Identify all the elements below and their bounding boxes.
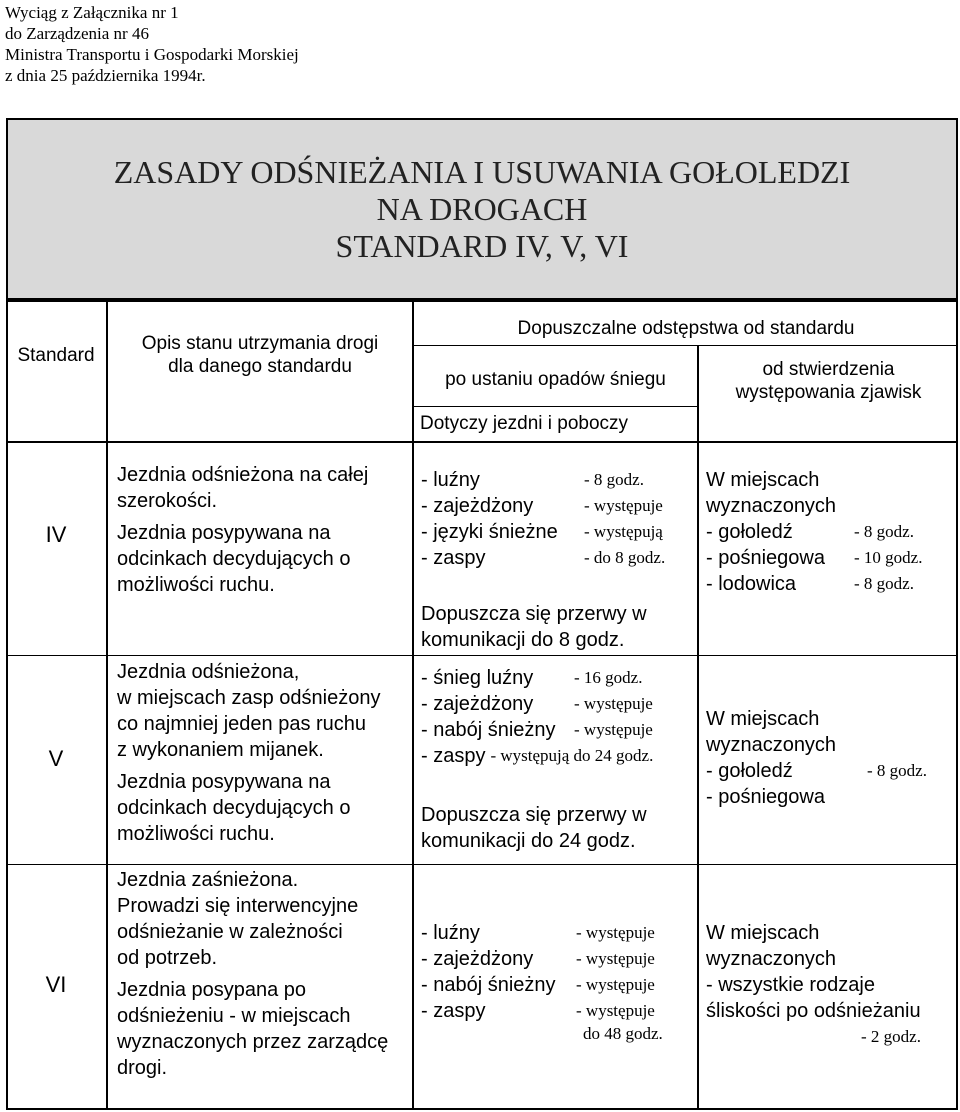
divider bbox=[413, 345, 958, 346]
snow-item bbox=[421, 467, 665, 493]
description-line: odcinkach decydujących o bbox=[117, 797, 351, 819]
snow-item-value: - występuje bbox=[576, 975, 655, 994]
phenomena-item-label: - pośniegowa bbox=[706, 786, 825, 808]
phenomena-item-label: - gołoledź bbox=[706, 760, 793, 782]
description-line: Jezdnia odśnieżona na całej bbox=[117, 464, 369, 486]
snow-items bbox=[421, 665, 653, 769]
snow-note-line: komunikacji do 8 godz. bbox=[421, 629, 625, 651]
phenomena-item bbox=[706, 519, 922, 545]
snow-item-value: - występuje bbox=[584, 496, 663, 515]
description-line: szerokości. bbox=[117, 490, 218, 512]
divider bbox=[106, 300, 108, 1110]
snow-note-line: Dopuszcza się przerwy w bbox=[421, 603, 647, 625]
snow-item-value: - występują do 24 godz. bbox=[490, 746, 654, 765]
phenomena-item-value: - 8 godz. bbox=[854, 574, 914, 593]
snow-items bbox=[421, 920, 663, 1044]
phenomena-head: wyznaczonych bbox=[706, 734, 837, 756]
document-title bbox=[6, 118, 958, 300]
snow-item bbox=[421, 920, 663, 946]
snow-note bbox=[421, 802, 647, 854]
phenomena-item bbox=[706, 784, 927, 810]
header-from-detection bbox=[699, 358, 958, 404]
phenomena-head: wyznaczonych bbox=[706, 495, 837, 517]
phenomena-value: - 2 godz. bbox=[861, 1027, 921, 1046]
phenomena-item-value: - 8 godz. bbox=[854, 522, 914, 541]
snow-item-label: - zaspy bbox=[421, 745, 486, 767]
snow-item-value: - występuje bbox=[576, 1001, 655, 1020]
standard-label: V bbox=[48, 746, 64, 771]
phenomena-item-label: - pośniegowa bbox=[706, 547, 825, 569]
snow-item-value: - 16 godz. bbox=[574, 668, 643, 687]
header-after-snowfall: po ustaniu opadów śniegu bbox=[445, 369, 666, 390]
snow-item bbox=[421, 691, 653, 717]
description-line: Jezdnia posypywana na bbox=[117, 522, 331, 544]
phenomena-item bbox=[706, 758, 927, 784]
snow-item bbox=[421, 717, 653, 743]
description-line: w miejscach zasp odśnieżony bbox=[117, 687, 381, 709]
snow-item-value: - występuje bbox=[576, 923, 655, 942]
snow-item bbox=[421, 493, 665, 519]
snow-item-label: - nabój śnieżny bbox=[421, 719, 556, 741]
title-line: STANDARD IV, V, VI bbox=[335, 227, 629, 264]
description-line: od potrzeb. bbox=[117, 947, 218, 969]
header-description-line: Opis stanu utrzymania drogi bbox=[141, 333, 379, 354]
description-line: Jezdnia posypana po bbox=[117, 979, 307, 1001]
divider bbox=[413, 406, 698, 407]
phenomena-item-label: - lodowica bbox=[706, 573, 797, 595]
snow-extra-value: do 48 godz. bbox=[583, 1024, 663, 1043]
header-standard: Standard bbox=[17, 345, 95, 366]
header-deviations: Dopuszczalne odstępstwa od standardu bbox=[517, 318, 855, 339]
snow-item-label: - nabój śnieżny bbox=[421, 974, 556, 996]
description-line: Prowadzi się interwencyjne bbox=[117, 895, 359, 917]
reference-line: do Zarządzenia nr 46 bbox=[5, 24, 149, 43]
snow-note-line: komunikacji do 24 godz. bbox=[421, 830, 636, 852]
divider bbox=[697, 345, 699, 1110]
phenomena-item bbox=[706, 571, 922, 597]
snow-item-label: - zaspy bbox=[421, 547, 486, 569]
row-description bbox=[117, 462, 368, 598]
snow-item-label: - śnieg luźny bbox=[421, 667, 534, 689]
description-line: z wykonaniem mijanek. bbox=[117, 739, 324, 761]
snow-item-label: - zaspy bbox=[421, 1000, 486, 1022]
phenomena-cell bbox=[706, 467, 922, 597]
header-description bbox=[108, 332, 412, 378]
phenomena-item-label: - gołoledź bbox=[706, 521, 793, 543]
snow-item-label: - luźny bbox=[421, 469, 480, 491]
snow-item-value: - występuje bbox=[576, 949, 655, 968]
description-line: drogi. bbox=[117, 1057, 168, 1079]
standard-label: VI bbox=[45, 972, 67, 997]
snow-item-label: - zajeżdżony bbox=[421, 693, 534, 715]
phenomena-cell bbox=[706, 706, 927, 810]
phenomena-item bbox=[706, 545, 922, 571]
snow-item bbox=[421, 665, 653, 691]
header-applies-to: Dotyczy jezdni i poboczy bbox=[420, 413, 629, 434]
snow-item-label: - luźny bbox=[421, 922, 480, 944]
description-line: możliwości ruchu. bbox=[117, 823, 275, 845]
row-description bbox=[117, 659, 380, 847]
phenomena-head: wyznaczonych bbox=[706, 948, 837, 970]
description-line: odśnieżeniu - w miejscach bbox=[117, 1005, 351, 1027]
title-line: ZASADY ODŚNIEŻANIA I USUWANIA GOŁOLEDZI bbox=[113, 153, 851, 190]
description-line: Jezdnia zaśnieżona. bbox=[117, 869, 299, 891]
snow-item-value: - występują bbox=[584, 522, 663, 541]
divider bbox=[6, 864, 958, 865]
snow-item-label: - zajeżdżony bbox=[421, 948, 534, 970]
divider bbox=[6, 441, 958, 443]
phenomena-head: W miejscach bbox=[706, 469, 820, 491]
snow-note-line: Dopuszcza się przerwy w bbox=[421, 804, 647, 826]
divider bbox=[412, 300, 414, 1110]
snow-item-value: - do 8 godz. bbox=[584, 548, 666, 567]
snow-item-label: - języki śnieżne bbox=[421, 521, 558, 543]
reference-line: Wyciąg z Załącznika nr 1 bbox=[5, 3, 179, 22]
snow-item bbox=[421, 519, 665, 545]
description-line: odcinkach decydujących o bbox=[117, 548, 351, 570]
phenomena-item-value: - 8 godz. bbox=[867, 761, 927, 780]
phenomena-head: W miejscach bbox=[706, 708, 820, 730]
divider bbox=[6, 655, 958, 656]
reference-note bbox=[5, 2, 299, 86]
phenomena-item-text: śliskości po odśnieżaniu bbox=[706, 1000, 921, 1022]
header-from-detection-line: od stwierdzenia bbox=[762, 359, 895, 380]
snow-item-label: - zajeżdżony bbox=[421, 495, 534, 517]
description-line: Jezdnia odśnieżona, bbox=[117, 661, 300, 683]
header-description-line: dla danego standardu bbox=[168, 356, 352, 377]
description-line: możliwości ruchu. bbox=[117, 574, 275, 596]
header-from-detection-line: występowania zjawisk bbox=[735, 382, 922, 403]
snow-note bbox=[421, 601, 647, 653]
phenomena-item-value: - 10 godz. bbox=[854, 548, 923, 567]
description-line: Jezdnia posypywana na bbox=[117, 771, 331, 793]
title-line: NA DROGACH bbox=[376, 190, 588, 227]
divider bbox=[6, 300, 958, 302]
reference-line: Ministra Transportu i Gospodarki Morskiej bbox=[5, 45, 299, 64]
phenomena-head: W miejscach bbox=[706, 922, 820, 944]
snow-item bbox=[421, 545, 665, 571]
snow-item bbox=[421, 972, 663, 998]
description-line: co najmniej jeden pas ruchu bbox=[117, 713, 367, 735]
snow-item bbox=[421, 1024, 663, 1044]
snow-item-value: - występuje bbox=[574, 694, 653, 713]
snow-item bbox=[421, 743, 653, 769]
phenomena-item-text: - wszystkie rodzaje bbox=[706, 974, 875, 996]
snow-items bbox=[421, 467, 665, 571]
row-description bbox=[117, 867, 388, 1081]
standard-label: IV bbox=[45, 522, 67, 547]
snow-item-value: - występuje bbox=[574, 720, 653, 739]
reference-line: z dnia 25 października 1994r. bbox=[5, 66, 206, 85]
snow-item bbox=[421, 998, 663, 1024]
description-line: wyznaczonych przez zarządcę bbox=[117, 1031, 389, 1053]
snow-item bbox=[421, 946, 663, 972]
description-line: odśnieżanie w zależności bbox=[117, 921, 343, 943]
snow-item-value: - 8 godz. bbox=[584, 470, 644, 489]
phenomena-cell bbox=[706, 920, 921, 1050]
